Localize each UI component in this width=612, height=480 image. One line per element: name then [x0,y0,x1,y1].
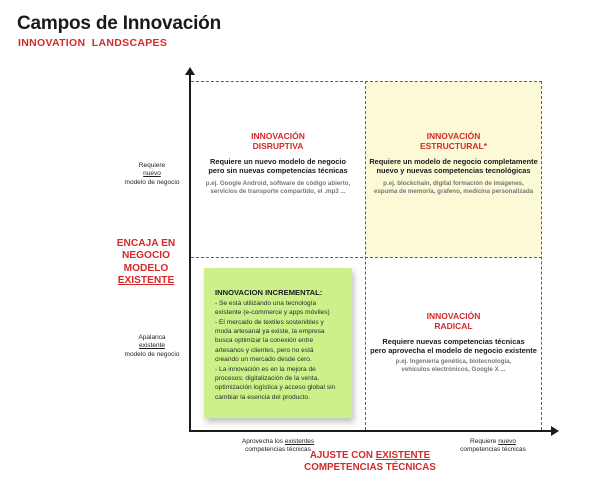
grid-line-right [541,81,542,430]
x-axis-left-label: Aprovecha los existentes competencias técnicas [241,438,315,454]
x-axis-title: AJUSTE CON EXISTENTE COMPETENCIAS TÉCNICAS [304,450,436,473]
x-axis [189,430,553,432]
sticky-line: moda artesanal ya existe, la empresa [215,328,325,336]
radical-title: INNOVACIÓN RADICAL [426,311,481,332]
disruptiva-description: Requiere un nuevo modelo de negocio pero sin nuevas competencias técnicas [208,157,348,176]
sticky-line: procesos: digitalización de la venta, [215,374,320,382]
grid-line-middle [191,257,542,258]
sticky-line: cambiar la esencia del producto. [215,393,310,401]
sticky-line: creando un mercado desde cero. [215,356,312,364]
y-axis-bottom-label: Apalanca existente modelo de negocio [124,334,180,358]
sticky-line: artesanos y clientes, pero no está [215,346,314,354]
page-subtitle: INNOVATION LANDSCAPES [18,37,168,49]
estructural-examples: p.ej. blockchain, digital formación de imágenes, espuma de memoria, grafeno, medicina personalizada [373,180,534,196]
sticky-line: busca optimizar la conexión entre [215,337,314,345]
sticky-line: existente (e-commerce y apps móviles) [215,309,330,317]
sticky-line: - Se está utilizando una tecnología [215,300,317,307]
x-axis-arrow-icon [551,426,559,436]
y-axis-top-label: Requiere nuevo modelo de negocio [124,162,180,186]
incremental-title: INNOVACION INCREMENTAL: [215,288,323,297]
disruptiva-examples: p.ej. Google Android, software de código abierto, servicios de transporte compartido, el .mp3 ... [205,180,351,196]
sticky-line: - El mercado de textiles sostenibles y [215,318,324,326]
y-axis-title: ENCAJA EN NEGOCIO MODELO EXISTENTE [116,238,176,287]
x-axis-right-label: Requiere nuevo competencias técnicas [460,438,526,454]
estructural-description: Requiere un modelo de negocio completamente nuevo y nuevas competencias tecnológicas [369,157,538,176]
incremental-sticky-note [204,268,352,418]
y-axis-arrow-icon [185,67,195,75]
radical-examples: p.ej. Ingeniería genética, biotecnología, vehículos electrónicos, Google X ... [395,358,512,374]
radical-description: Requiere nuevas competencias técnicas pero aprovecha el modelo de negocio existente [370,337,537,356]
y-axis [189,72,191,432]
disruptiva-title: INNOVACIÓN DISRUPTIVA [251,131,305,152]
estructural-title: INNOVACIÓN ESTRUCTURAL* [419,131,488,152]
sticky-line: optimización logística y acceso global sin [215,384,336,392]
sticky-line: - La innovación es en la mejora de [215,365,316,373]
grid-line-top [191,81,542,82]
page-title: Campos de Innovación [17,13,221,34]
